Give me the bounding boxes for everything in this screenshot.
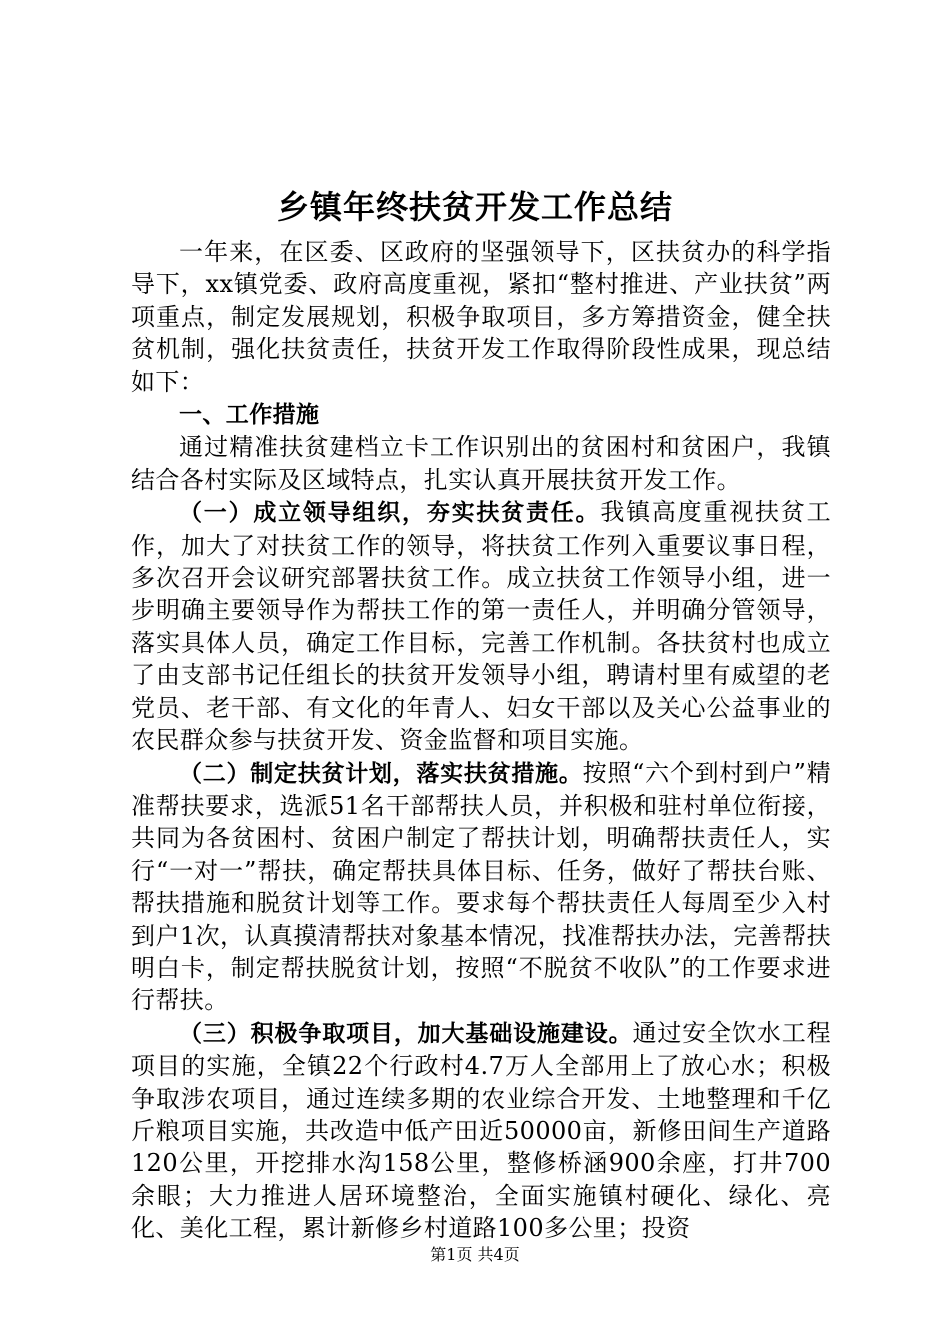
item-paragraph-3 [131, 1017, 831, 1245]
intro-paragraph: 一年来，在区委、区政府的坚强领导下，区扶贫办的科学指导下，xx镇党委、政府高度重视，紧扣“整村推进、产业扶贫”两项重点，制定发展规划，积极争取项目，多方筹措资金，健全扶贫机制，强化扶贫责任，扶贫开发工作取得阶段性成果，现总结如下： [131, 238, 831, 396]
item-paragraph-2 [131, 757, 831, 1017]
item-paragraph-1 [131, 496, 831, 756]
item-text-3: 通过安全饮水工程项目的实施，全镇22个行政村4.7万人全部用上了放心水；积极争取涉农项目，通过连续多期的农业综合开发、土地整理和千亿斤粮项目实施，共改造中低产田近50000亩，新修田间生产道路120公里，开挖排水沟158公里，整修桥涵900余座，打井700余眼；大力推进人居环境整治，全面实施镇村硬化、绿化、亮化、美化工程，累计新修乡村道路100多公里；投资 [131, 1018, 831, 1243]
item-lead-3: （三）积极争取项目，加大基础设施建设。 [179, 1020, 633, 1047]
page-number-footer: 第1页 共4页 [430, 1245, 520, 1264]
section-intro-paragraph: 通过精准扶贫建档立卡工作识别出的贫困村和贫困户，我镇结合各村实际及区域特点，扎实认真开展扶贫开发工作。 [131, 433, 831, 494]
item-lead-1: （一）成立领导组织，夯实扶贫责任。 [179, 500, 601, 527]
item-lead-2: （二）制定扶贫计划，落实扶贫措施。 [179, 760, 583, 787]
document-title: 乡镇年终扶贫开发工作总结 [276, 188, 673, 226]
item-text-1: 我镇高度重视扶贫工作，加大了对扶贫工作的领导，将扶贫工作列入重要议事日程，多次召开会议研究部署扶贫工作。成立扶贫工作领导小组，进一步明确主要领导作为帮扶工作的第一责任人，并明确分管领导，落实具体人员，确定工作目标，完善工作机制。各扶贫村也成立了由支部书记任组长的扶贫开发领导小组，聘请村里有威望的老党员、老干部、有文化的年青人、妇女干部以及关心公益事业的农民群众参与扶贫开发、资金监督和项目实施。 [131, 498, 831, 755]
item-text-2: 按照“六个到村到户”精准帮扶要求，选派51名干部帮扶人员，并积极和驻村单位衔接，共同为各贫困村、贫困户制定了帮扶计划，明确帮扶责任人，实行“一对一”帮扶，确定帮扶具体目标、任务，做好了帮扶台账、帮扶措施和脱贫计划等工作。要求每个帮扶责任人每周至少入村到户1次，认真摸清帮扶对象基本情况，找准帮扶办法，完善帮扶明白卡，制定帮扶脱贫计划，按照“不脱贫不收队”的工作要求进行帮扶。 [131, 758, 831, 1015]
section-heading: 一、工作措施 [179, 402, 320, 429]
document-body [131, 236, 831, 1245]
section-heading-paragraph [131, 398, 831, 431]
